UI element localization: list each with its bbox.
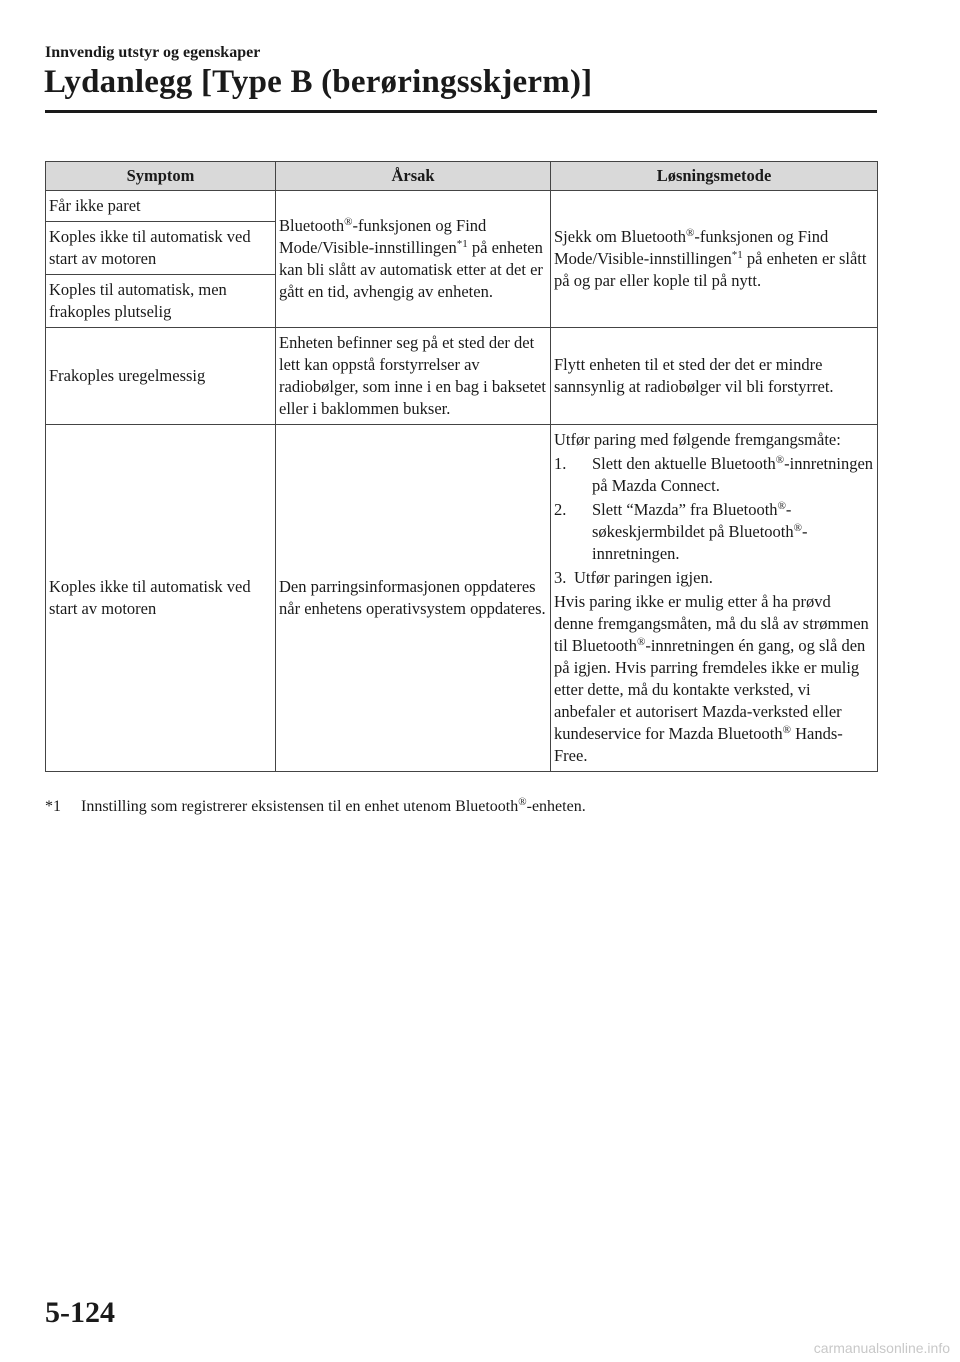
symptom-cell: Koples ikke til automatisk ved start av motoren — [46, 425, 276, 772]
registered-mark: ® — [775, 454, 785, 466]
table-header-row — [46, 162, 878, 191]
table-row — [46, 328, 878, 425]
symptom-cell: Koples til automatisk, men frakoples plutselig — [46, 275, 276, 328]
table-row — [46, 425, 878, 772]
procedure-outro — [554, 591, 874, 767]
column-header-solution: Løsningsmetode — [551, 162, 878, 191]
footnote-reference: *1 — [456, 238, 468, 250]
column-header-cause: Årsak — [276, 162, 551, 191]
footnote-reference: *1 — [731, 249, 743, 261]
step-text: Slett den aktuelle Bluetooth — [592, 454, 776, 473]
registered-mark: ® — [793, 522, 802, 534]
outro-text: Hands-Free. — [554, 724, 843, 765]
footnote — [45, 798, 877, 816]
outro-text: Hvis paring ikke er mulig etter å ha prøvd denne fremgangsmåten, må du slå av strømmen til Bluetooth — [554, 592, 869, 655]
watermark: carmanualsonline.info — [813, 1340, 950, 1356]
registered-mark: ® — [782, 724, 791, 736]
column-header-symptom: Symptom — [46, 162, 276, 191]
footnote-mark: *1 — [45, 798, 61, 815]
troubleshooting-table — [45, 161, 878, 772]
registered-mark: ® — [636, 636, 646, 648]
registered-mark: ® — [518, 796, 527, 808]
page-number: 5-124 — [45, 1296, 115, 1329]
step-text: -søkeskjermbildet på Bluetooth — [592, 500, 794, 541]
solution-cell: Flytt enheten til et sted der det er mindre sannsynlig at radiobølger vil bli forstyrret. — [551, 328, 878, 425]
symptom-cell: Koples ikke til automatisk ved start av motoren — [46, 222, 276, 275]
registered-mark: ® — [344, 216, 353, 228]
step-number: 3. — [554, 568, 567, 587]
step-text: -innretningen på Mazda Connect. — [592, 454, 874, 495]
solution-text: på enheten er slått på og par eller kople til på nytt. — [554, 249, 867, 290]
procedure-step — [554, 453, 874, 497]
procedure-step — [554, 499, 874, 565]
page-title: Lydanlegg [Type B (berøringsskjerm)] — [44, 64, 593, 100]
step-text: Slett “Mazda” fra Bluetooth — [592, 500, 778, 519]
section-heading: Innvendig utstyr og egenskaper — [45, 44, 261, 61]
procedure-intro: Utfør paring med følgende fremgangsmåte: — [554, 430, 841, 449]
step-number: 2. — [554, 500, 567, 519]
table-row — [46, 191, 878, 222]
procedure-step — [554, 567, 874, 589]
cause-cell: Den parringsinformasjonen oppdateres når enhetens operativsystem oppdateres. — [276, 425, 551, 772]
registered-mark: ® — [777, 500, 786, 512]
solution-text: Sjekk om Bluetooth — [554, 227, 686, 246]
footnote-text: -enheten. — [526, 798, 586, 815]
symptom-cell: Får ikke paret — [46, 191, 276, 222]
cause-text: på enheten kan bli slått av automatisk etter at det er gått en tid, avhengig av enheten. — [279, 238, 543, 301]
step-text: Utfør paringen igjen. — [574, 568, 713, 587]
cause-cell: Enheten befinner seg på et sted der det lett kan oppstå forstyrrelser av radiobølger, som inne i en bag i baksetet eller i baklommen bukser. — [276, 328, 551, 425]
procedure-steps — [554, 453, 874, 589]
solution-cell — [551, 191, 878, 328]
footnote-text: Innstilling som registrerer eksistensen til en enhet utenom Bluetooth — [81, 798, 519, 815]
solution-text: -funksjonen og Find Mode/Visible-innstillingen — [554, 227, 829, 268]
solution-cell — [551, 425, 878, 772]
registered-mark: ® — [686, 227, 695, 239]
cause-cell — [276, 191, 551, 328]
outro-text: -innretningen én gang, og slå den på igjen. Hvis parring fremdeles ikke er mulig etter dette, må du kontakte verksted, vi anbefaler et autorisert Mazda-verksted eller kundeservice for Mazda Bluetooth — [554, 636, 866, 743]
cause-text: -funksjonen og Find Mode/Visible-innstillingen — [279, 216, 487, 257]
symptom-cell: Frakoples uregelmessig — [46, 328, 276, 425]
title-divider — [45, 110, 877, 113]
step-number: 1. — [554, 454, 567, 473]
step-text: -innretningen. — [592, 522, 808, 563]
cause-text: Bluetooth — [279, 216, 345, 235]
